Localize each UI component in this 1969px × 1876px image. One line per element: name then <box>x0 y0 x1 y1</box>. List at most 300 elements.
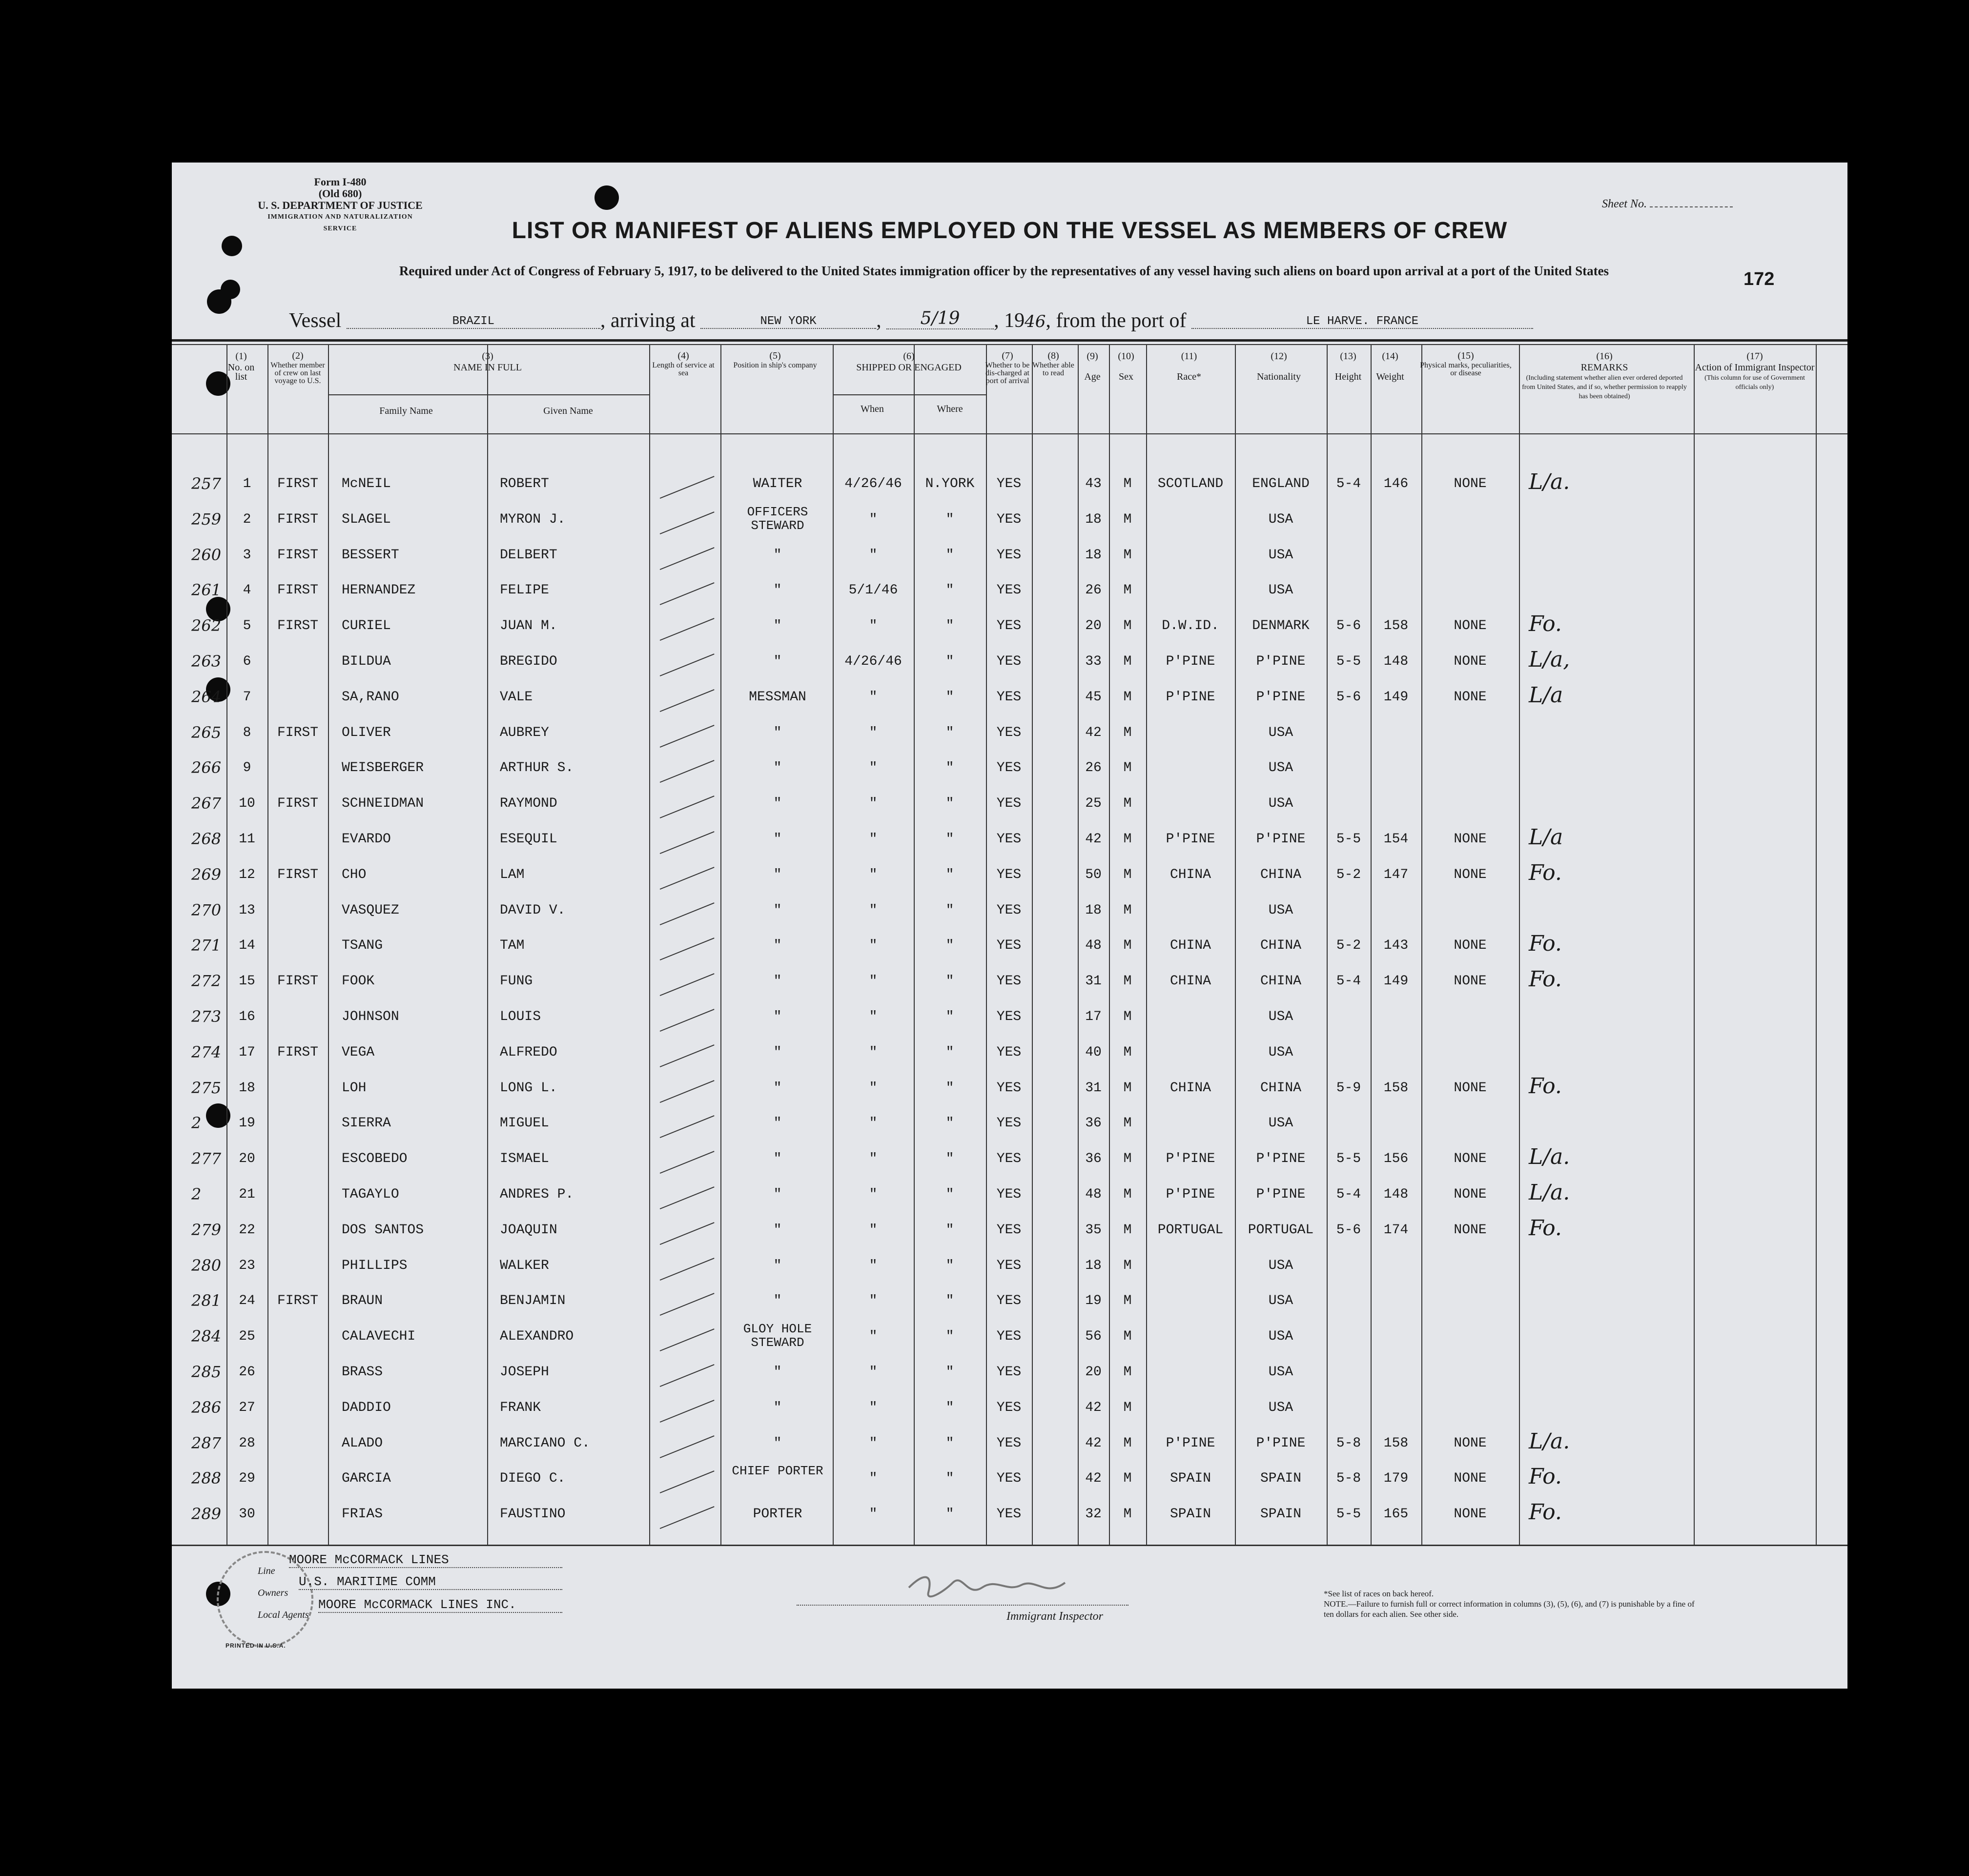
cell-given-name: JOSEPH <box>500 1365 549 1380</box>
cell-family-name: DOS SANTOS <box>342 1222 424 1238</box>
service-check-mark <box>660 973 715 996</box>
cell-given-name: DELBERT <box>500 547 557 563</box>
cell-nationality: ENGLAND <box>1252 476 1310 491</box>
cell-discharge: YES <box>996 1151 1022 1167</box>
service-check-mark <box>660 1471 715 1494</box>
cell-sex: M <box>1123 1435 1132 1451</box>
cell-sex: M <box>1123 902 1132 918</box>
cell-nationality: CHINA <box>1260 1080 1301 1096</box>
margin-number: 267 <box>191 794 222 813</box>
cell-sex: M <box>1123 938 1132 954</box>
cell-position: " <box>773 867 782 882</box>
owners-label: Owners <box>258 1588 288 1598</box>
margin-number: 273 <box>191 1007 222 1026</box>
cell-sex: M <box>1123 1400 1132 1415</box>
cell-position: " <box>773 1435 782 1451</box>
cell-age: 32 <box>1085 1507 1102 1522</box>
col-header-physical-marks: (15) Physical marks, peculiarities, or disease <box>1420 350 1512 377</box>
col-header-last-voyage: (2) Whether member of crew on last voyage to U.S. <box>270 350 325 385</box>
subheader-rule <box>833 394 986 395</box>
remark-annotation: Fo. <box>1529 1073 1562 1099</box>
punch-hole <box>221 280 240 299</box>
cell-no: 23 <box>239 1258 255 1273</box>
cell-where: " <box>945 760 954 776</box>
cell-where: " <box>945 1435 954 1451</box>
service-check-mark <box>660 867 715 890</box>
cell-sex: M <box>1123 1365 1132 1380</box>
cell-discharge: YES <box>996 511 1022 527</box>
table-row <box>172 469 1847 508</box>
from-label: , from the port of <box>1046 309 1187 332</box>
margin-number: 275 <box>191 1078 222 1097</box>
table-row <box>172 825 1847 863</box>
cell-family-name: OLIVER <box>342 725 391 740</box>
footer-notes <box>1324 1589 1695 1619</box>
margin-number: 269 <box>191 865 222 884</box>
cell-physical-marks: NONE <box>1454 867 1487 882</box>
remark-annotation: Fo. <box>1529 1500 1562 1525</box>
cell-discharge: YES <box>996 867 1022 882</box>
service-check-mark <box>660 511 715 534</box>
arriving-label: , arriving at <box>600 309 696 332</box>
cell-when: 4/26/46 <box>844 654 902 669</box>
cell-physical-marks: NONE <box>1454 1080 1487 1096</box>
col-header-given-name: Given Name <box>543 406 593 416</box>
service-check-mark <box>660 1364 715 1387</box>
cell-age: 33 <box>1085 654 1102 669</box>
margin-number: 272 <box>191 972 222 991</box>
cell-race: P'PINE <box>1166 689 1215 705</box>
cell-weight: 174 <box>1383 1222 1409 1238</box>
penalty-note: NOTE.—Failure to furnish full or correct information in columns (3), (5), (6), and (7) is punishable by a fine of ten dollars for each alien. See other side. <box>1324 1599 1695 1619</box>
cell-no: 20 <box>239 1151 255 1167</box>
page-number: 172 <box>1743 269 1775 289</box>
cell-physical-marks: NONE <box>1454 1507 1487 1522</box>
cell-age: 18 <box>1085 547 1102 563</box>
cell-discharge: YES <box>996 1080 1022 1096</box>
cell-age: 42 <box>1085 1400 1102 1415</box>
cell-physical-marks: NONE <box>1454 832 1487 847</box>
remark-annotation: Fo. <box>1529 931 1562 957</box>
cell-family-name: SIERRA <box>342 1116 391 1131</box>
cell-where: " <box>945 1293 954 1309</box>
sheet-number-label: Sheet No. <box>1602 198 1647 210</box>
cell-age: 36 <box>1085 1151 1102 1167</box>
service-check-mark <box>660 476 715 499</box>
cell-family-name: VASQUEZ <box>342 902 399 918</box>
cell-discharge: YES <box>996 1116 1022 1131</box>
cell-position: " <box>773 654 782 669</box>
cell-sex: M <box>1123 867 1132 882</box>
cell-position: PORTER <box>753 1507 802 1522</box>
cell-discharge: YES <box>996 902 1022 918</box>
margin-number: 261 <box>191 581 222 600</box>
cell-sex: M <box>1123 1329 1132 1345</box>
cell-family-name: CHO <box>342 867 367 882</box>
margin-number: 260 <box>191 545 222 564</box>
cell-nationality: USA <box>1268 1329 1293 1345</box>
cell-weight: 149 <box>1383 974 1409 989</box>
printed-in-usa: PRINTED IN U.S.A. <box>226 1642 286 1649</box>
col-header-name: (3) NAME IN FULL <box>453 351 522 373</box>
service-check-mark <box>660 1293 715 1316</box>
cell-when: " <box>869 1044 878 1060</box>
cell-where: " <box>945 938 954 954</box>
cell-given-name: FUNG <box>500 974 533 989</box>
margin-number: 266 <box>191 758 222 777</box>
table-row <box>172 1254 1847 1290</box>
table-row <box>172 1322 1847 1361</box>
races-note: *See list of races on back hereof. <box>1324 1589 1434 1598</box>
cell-discharge: YES <box>996 760 1022 776</box>
cell-race: P'PINE <box>1166 1435 1215 1451</box>
cell-sex: M <box>1123 618 1132 634</box>
table-row <box>172 647 1847 686</box>
cell-when: " <box>869 832 878 847</box>
cell-when: " <box>869 1293 878 1309</box>
cell-sex: M <box>1123 725 1132 740</box>
vessel-name: BRAZIL <box>347 315 600 329</box>
cell-no: 8 <box>243 725 251 740</box>
cell-sex: M <box>1123 760 1132 776</box>
cell-no: 27 <box>239 1400 255 1415</box>
cell-when: " <box>869 974 878 989</box>
cell-weight: 158 <box>1383 618 1409 634</box>
cell-position: " <box>773 1151 782 1167</box>
cell-nationality: USA <box>1268 1400 1293 1415</box>
cell-age: 36 <box>1085 1116 1102 1131</box>
cell-no: 7 <box>243 689 251 705</box>
cell-last-voyage: FIRST <box>277 867 318 882</box>
cell-when: " <box>869 547 878 563</box>
margin-number: 263 <box>191 652 222 671</box>
cell-position: " <box>773 938 782 954</box>
cell-given-name: ISMAEL <box>500 1151 549 1167</box>
cell-nationality: SPAIN <box>1260 1471 1301 1487</box>
vessel-line: Vessel BRAZIL , arriving at NEW YORK , 5/19 , 1946, from the port of LE HARVE. FRANCE <box>289 309 1533 332</box>
cell-where: " <box>945 547 954 563</box>
year-suffix: 46 <box>1025 312 1046 331</box>
service-check-mark <box>660 618 715 641</box>
cell-age: 42 <box>1085 1435 1102 1451</box>
col-header-sex: (10) Sex <box>1118 351 1134 382</box>
cell-last-voyage: FIRST <box>277 796 318 812</box>
cell-discharge: YES <box>996 974 1022 989</box>
cell-family-name: BRASS <box>342 1365 383 1380</box>
cell-family-name: McNEIL <box>342 476 391 491</box>
cell-family-name: HERNANDEZ <box>342 583 416 598</box>
cell-discharge: YES <box>996 476 1022 491</box>
table-row <box>172 504 1847 544</box>
cell-given-name: BENJAMIN <box>500 1293 566 1309</box>
cell-race: P'PINE <box>1166 1187 1215 1202</box>
cell-sex: M <box>1123 583 1132 598</box>
cell-when: " <box>869 760 878 776</box>
cell-when: " <box>869 1187 878 1202</box>
cell-nationality: P'PINE <box>1256 1435 1306 1451</box>
cell-age: 42 <box>1085 832 1102 847</box>
cell-height: 5-6 <box>1336 689 1361 705</box>
table-row <box>172 1215 1847 1254</box>
col-header-inspector-action: (17) Action of Immigrant Inspector (This column for use of Government officials only) <box>1695 351 1815 391</box>
cell-no: 22 <box>239 1222 255 1238</box>
cell-family-name: JOHNSON <box>342 1009 399 1024</box>
cell-discharge: YES <box>996 1258 1022 1273</box>
inspector-signature-line <box>797 1605 1128 1606</box>
cell-family-name: SCHNEIDMAN <box>342 796 424 812</box>
cell-age: 18 <box>1085 1258 1102 1273</box>
cell-discharge: YES <box>996 1009 1022 1024</box>
cell-position: " <box>773 1009 782 1024</box>
cell-given-name: WALKER <box>500 1258 549 1273</box>
service-check-mark <box>660 1506 715 1529</box>
cell-discharge: YES <box>996 832 1022 847</box>
cell-position: " <box>773 1222 782 1238</box>
cell-given-name: BREGIDO <box>500 654 557 669</box>
cell-discharge: YES <box>996 618 1022 634</box>
cell-discharge: YES <box>996 796 1022 812</box>
table-row <box>172 1144 1847 1183</box>
cell-sex: M <box>1123 1293 1132 1309</box>
cell-given-name: RAYMOND <box>500 796 557 812</box>
cell-nationality: P'PINE <box>1256 832 1306 847</box>
remark-annotation: Fo. <box>1529 860 1562 885</box>
remark-annotation: L/a. <box>1529 1180 1570 1205</box>
cell-sex: M <box>1123 974 1132 989</box>
cell-nationality: USA <box>1268 1009 1293 1024</box>
cell-discharge: YES <box>996 1187 1022 1202</box>
cell-sex: M <box>1123 1258 1132 1273</box>
cell-no: 30 <box>239 1507 255 1522</box>
cell-weight: 158 <box>1383 1080 1409 1096</box>
form-subtitle: Required under Act of Congress of February 5, 1917, to be delivered to the United States immigration officer by the representatives of any vessel having such aliens on board upon arrival at a port of the United States <box>399 264 1609 278</box>
service-check-mark <box>660 583 715 606</box>
cell-position: " <box>773 1044 782 1060</box>
cell-when: " <box>869 1471 878 1487</box>
cell-nationality: USA <box>1268 796 1293 812</box>
cell-nationality: USA <box>1268 760 1293 776</box>
arriving-port: NEW YORK <box>700 315 876 329</box>
margin-number: 277 <box>191 1149 222 1168</box>
service-check-mark <box>660 547 715 570</box>
service-check-mark <box>660 689 715 712</box>
cell-where: " <box>945 1507 954 1522</box>
cell-weight: 148 <box>1383 1187 1409 1202</box>
cell-nationality: P'PINE <box>1256 689 1306 705</box>
cell-no: 24 <box>239 1293 255 1309</box>
cell-where: " <box>945 974 954 989</box>
from-port: LE HARVE. FRANCE <box>1191 315 1533 329</box>
cell-weight: 158 <box>1383 1435 1409 1451</box>
cell-given-name: FELIPE <box>500 583 549 598</box>
table-row <box>172 860 1847 899</box>
cell-given-name: DIEGO C. <box>500 1471 566 1487</box>
cell-position: " <box>773 547 782 563</box>
cell-where: " <box>945 867 954 882</box>
margin-number: 257 <box>191 474 222 493</box>
col-header-shipped: (6) SHIPPED OR ENGAGED <box>856 351 962 373</box>
cell-position: " <box>773 583 782 598</box>
cell-when: " <box>869 1329 878 1345</box>
margin-number: 262 <box>191 616 222 635</box>
cell-when: " <box>869 1400 878 1415</box>
cell-when: " <box>869 1009 878 1024</box>
table-row <box>172 756 1847 792</box>
col-header-height: (13) Height <box>1334 351 1362 382</box>
cell-nationality: USA <box>1268 511 1293 527</box>
cell-when: " <box>869 725 878 740</box>
table-row <box>172 1396 1847 1432</box>
cell-family-name: ESCOBEDO <box>342 1151 408 1167</box>
cell-where: " <box>945 1329 954 1345</box>
remark-annotation: Fo. <box>1529 1215 1562 1241</box>
cell-where: " <box>945 1365 954 1380</box>
cell-where: " <box>945 796 954 812</box>
cell-family-name: CURIEL <box>342 618 391 634</box>
cell-no: 11 <box>239 832 255 847</box>
table-row <box>172 1428 1847 1468</box>
cell-sex: M <box>1123 796 1132 812</box>
cell-when: " <box>869 1151 878 1167</box>
cell-discharge: YES <box>996 1293 1022 1309</box>
table-row <box>172 1041 1847 1077</box>
cell-position: " <box>773 902 782 918</box>
service-check-mark <box>660 1151 715 1174</box>
cell-given-name: MARCIANO C. <box>500 1435 590 1451</box>
cell-discharge: YES <box>996 1365 1022 1380</box>
margin-number: 274 <box>191 1042 222 1061</box>
cell-when: " <box>869 796 878 812</box>
cell-family-name: EVARDO <box>342 832 391 847</box>
cell-height: 5-4 <box>1336 974 1361 989</box>
remark-annotation: L/a, <box>1529 647 1570 672</box>
col-header-discharged: (7) Whether to be dis-charged at port of arrival <box>985 350 1030 385</box>
cell-nationality: P'PINE <box>1256 1187 1306 1202</box>
cell-age: 20 <box>1085 1365 1102 1380</box>
cell-where: " <box>945 618 954 634</box>
cell-where: " <box>945 1187 954 1202</box>
cell-nationality: DENMARK <box>1252 618 1310 634</box>
table-row <box>172 967 1847 1005</box>
cell-when: " <box>869 618 878 634</box>
remark-annotation: Fo. <box>1529 967 1562 992</box>
cell-discharge: YES <box>996 938 1022 954</box>
cell-when: " <box>869 511 878 527</box>
cell-height: 5-2 <box>1336 867 1361 882</box>
cell-position: CHIEF PORTER <box>732 1464 823 1479</box>
cell-position: WAITER <box>753 476 802 491</box>
cell-nationality: USA <box>1268 1365 1293 1380</box>
table-bottom-rule <box>172 1545 1847 1546</box>
cell-weight: 179 <box>1383 1471 1409 1487</box>
cell-age: 25 <box>1085 796 1102 812</box>
service-check-mark <box>660 1009 715 1032</box>
agents-label: Local Agents <box>258 1610 309 1620</box>
cell-weight: 149 <box>1383 689 1409 705</box>
cell-position: " <box>773 1187 782 1202</box>
cell-given-name: TAM <box>500 938 525 954</box>
cell-discharge: YES <box>996 689 1022 705</box>
cell-given-name: LONG L. <box>500 1080 557 1096</box>
cell-when: " <box>869 689 878 705</box>
table-row <box>172 614 1847 650</box>
remark-annotation: L/a <box>1529 825 1563 850</box>
col-header-nationality: (12) Nationality <box>1257 351 1301 382</box>
table-row <box>172 721 1847 757</box>
cell-no: 9 <box>243 760 251 776</box>
table-row <box>172 1112 1847 1147</box>
cell-discharge: YES <box>996 1044 1022 1060</box>
cell-physical-marks: NONE <box>1454 1187 1487 1202</box>
col-header-length-service: (4) Length of service at sea <box>652 350 715 377</box>
cell-last-voyage: FIRST <box>277 547 318 563</box>
cell-age: 42 <box>1085 1471 1102 1487</box>
cell-last-voyage: FIRST <box>277 618 318 634</box>
cell-family-name: VEGA <box>342 1044 375 1060</box>
col-header-age: (9) Age <box>1084 351 1101 382</box>
service-check-mark <box>660 760 715 783</box>
cell-when: " <box>869 1222 878 1238</box>
margin-number: 280 <box>191 1256 222 1275</box>
cell-sex: M <box>1123 511 1132 527</box>
table-row <box>172 1005 1847 1041</box>
cell-where: " <box>945 1471 954 1487</box>
cell-where: " <box>945 1116 954 1131</box>
cell-weight: 143 <box>1383 938 1409 954</box>
cell-weight: 154 <box>1383 832 1409 847</box>
col-header-position: (5) Position in ship's company <box>733 350 817 369</box>
table-row <box>172 1464 1847 1503</box>
margin-number: 285 <box>191 1363 222 1381</box>
col-header-remarks: (16) REMARKS (Including statement whether alien ever ordered deported from United States, and if so, whether permission to reapply has been obtained) <box>1522 351 1687 400</box>
cell-given-name: VALE <box>500 689 533 705</box>
cell-race: D.W.ID. <box>1162 618 1219 634</box>
cell-position: " <box>773 1293 782 1309</box>
cell-discharge: YES <box>996 547 1022 563</box>
cell-last-voyage: FIRST <box>277 1293 318 1309</box>
header-bottom-rule <box>172 433 1847 434</box>
cell-sex: M <box>1123 689 1132 705</box>
cell-nationality: P'PINE <box>1256 654 1306 669</box>
cell-age: 56 <box>1085 1329 1102 1345</box>
cell-sex: M <box>1123 1009 1132 1024</box>
cell-sex: M <box>1123 654 1132 669</box>
cell-sex: M <box>1123 1044 1132 1060</box>
cell-height: 5-5 <box>1336 1151 1361 1167</box>
cell-when: 5/1/46 <box>848 583 898 598</box>
margin-number: 270 <box>191 900 222 919</box>
cell-sex: M <box>1123 476 1132 491</box>
cell-no: 14 <box>239 938 255 954</box>
cell-discharge: YES <box>996 654 1022 669</box>
cell-where: " <box>945 689 954 705</box>
cell-nationality: CHINA <box>1260 938 1301 954</box>
margin-number: 2 <box>191 1114 202 1133</box>
cell-sex: M <box>1123 547 1132 563</box>
cell-position: " <box>773 618 782 634</box>
cell-where: " <box>945 1044 954 1060</box>
cell-discharge: YES <box>996 1400 1022 1415</box>
cell-race: CHINA <box>1169 974 1211 989</box>
table-row <box>172 1073 1847 1112</box>
cell-last-voyage: FIRST <box>277 511 318 527</box>
table-row <box>172 682 1847 721</box>
cell-where: " <box>945 1258 954 1273</box>
service-check-mark <box>660 1258 715 1281</box>
cell-height: 5-5 <box>1336 832 1361 847</box>
cell-position: OFFICERS STEWARD <box>747 504 808 533</box>
cell-height: 5-5 <box>1336 654 1361 669</box>
